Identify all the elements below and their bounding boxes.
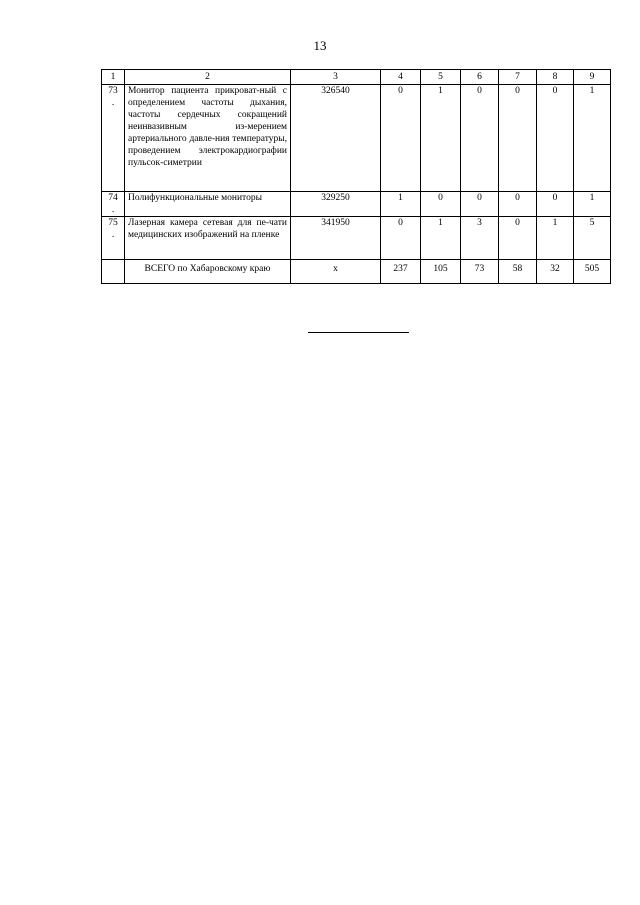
page-number: 13 <box>313 38 327 53</box>
header-cell: 9 <box>574 70 611 85</box>
header-cell: 4 <box>381 70 421 85</box>
header-cell: 7 <box>499 70 537 85</box>
header-cell: 8 <box>537 70 574 85</box>
equipment-code: 341950 <box>291 217 381 260</box>
value-cell: 1 <box>421 217 461 260</box>
value-cell: 0 <box>499 217 537 260</box>
empty-cell <box>102 260 125 284</box>
equipment-code: 329250 <box>291 192 381 217</box>
row-number: 73 <box>108 86 118 96</box>
row-number-cell <box>102 85 125 192</box>
table-row <box>102 85 611 192</box>
row-number: 74 <box>108 193 118 203</box>
table-row <box>102 192 611 217</box>
value-cell: 0 <box>381 85 421 192</box>
value-cell: 3 <box>461 217 499 260</box>
value-cell: 1 <box>381 192 421 217</box>
header-cell: 1 <box>102 70 125 85</box>
table-row <box>102 217 611 260</box>
row-number: 75 <box>108 218 118 228</box>
total-value-cell: 32 <box>537 260 574 284</box>
row-number-dot: . <box>111 98 115 108</box>
value-cell: 1 <box>574 85 611 192</box>
total-code: х <box>291 260 381 284</box>
value-cell: 0 <box>461 85 499 192</box>
header-cell: 5 <box>421 70 461 85</box>
table-header-row <box>102 70 611 85</box>
table-total-row <box>102 260 611 284</box>
total-value-cell: 505 <box>574 260 611 284</box>
equipment-name: Монитор пациента прикроват-ный с определением частоты дыхания, частоты сердечных сокращений неинвазивным из-мерением артериального давле-ния температуры, проведением электрокардиографии пульсок-симетрии <box>125 85 291 192</box>
header-cell: 3 <box>291 70 381 85</box>
header-cell: 2 <box>125 70 291 85</box>
value-cell: 0 <box>537 192 574 217</box>
row-number-dot: . <box>111 205 115 215</box>
equipment-name: Полифункциональные мониторы <box>125 192 291 217</box>
row-number-cell <box>102 217 125 260</box>
equipment-code: 326540 <box>291 85 381 192</box>
total-value-cell: 105 <box>421 260 461 284</box>
value-cell: 1 <box>574 192 611 217</box>
value-cell: 0 <box>461 192 499 217</box>
value-cell: 0 <box>537 85 574 192</box>
total-value-cell: 73 <box>461 260 499 284</box>
value-cell: 1 <box>537 217 574 260</box>
value-cell: 0 <box>499 192 537 217</box>
header-cell: 6 <box>461 70 499 85</box>
equipment-table <box>101 69 611 284</box>
value-cell: 0 <box>421 192 461 217</box>
row-number-cell <box>102 192 125 217</box>
value-cell: 0 <box>381 217 421 260</box>
total-value-cell: 58 <box>499 260 537 284</box>
equipment-name: Лазерная камера сетевая для пе-чати медицинских изображений на пленке <box>125 217 291 260</box>
total-label: ВСЕГО по Хабаровскому краю <box>125 260 291 284</box>
row-number-dot: . <box>111 230 115 240</box>
end-of-document-rule <box>308 332 409 333</box>
total-value-cell: 237 <box>381 260 421 284</box>
value-cell: 1 <box>421 85 461 192</box>
value-cell: 0 <box>499 85 537 192</box>
value-cell: 5 <box>574 217 611 260</box>
